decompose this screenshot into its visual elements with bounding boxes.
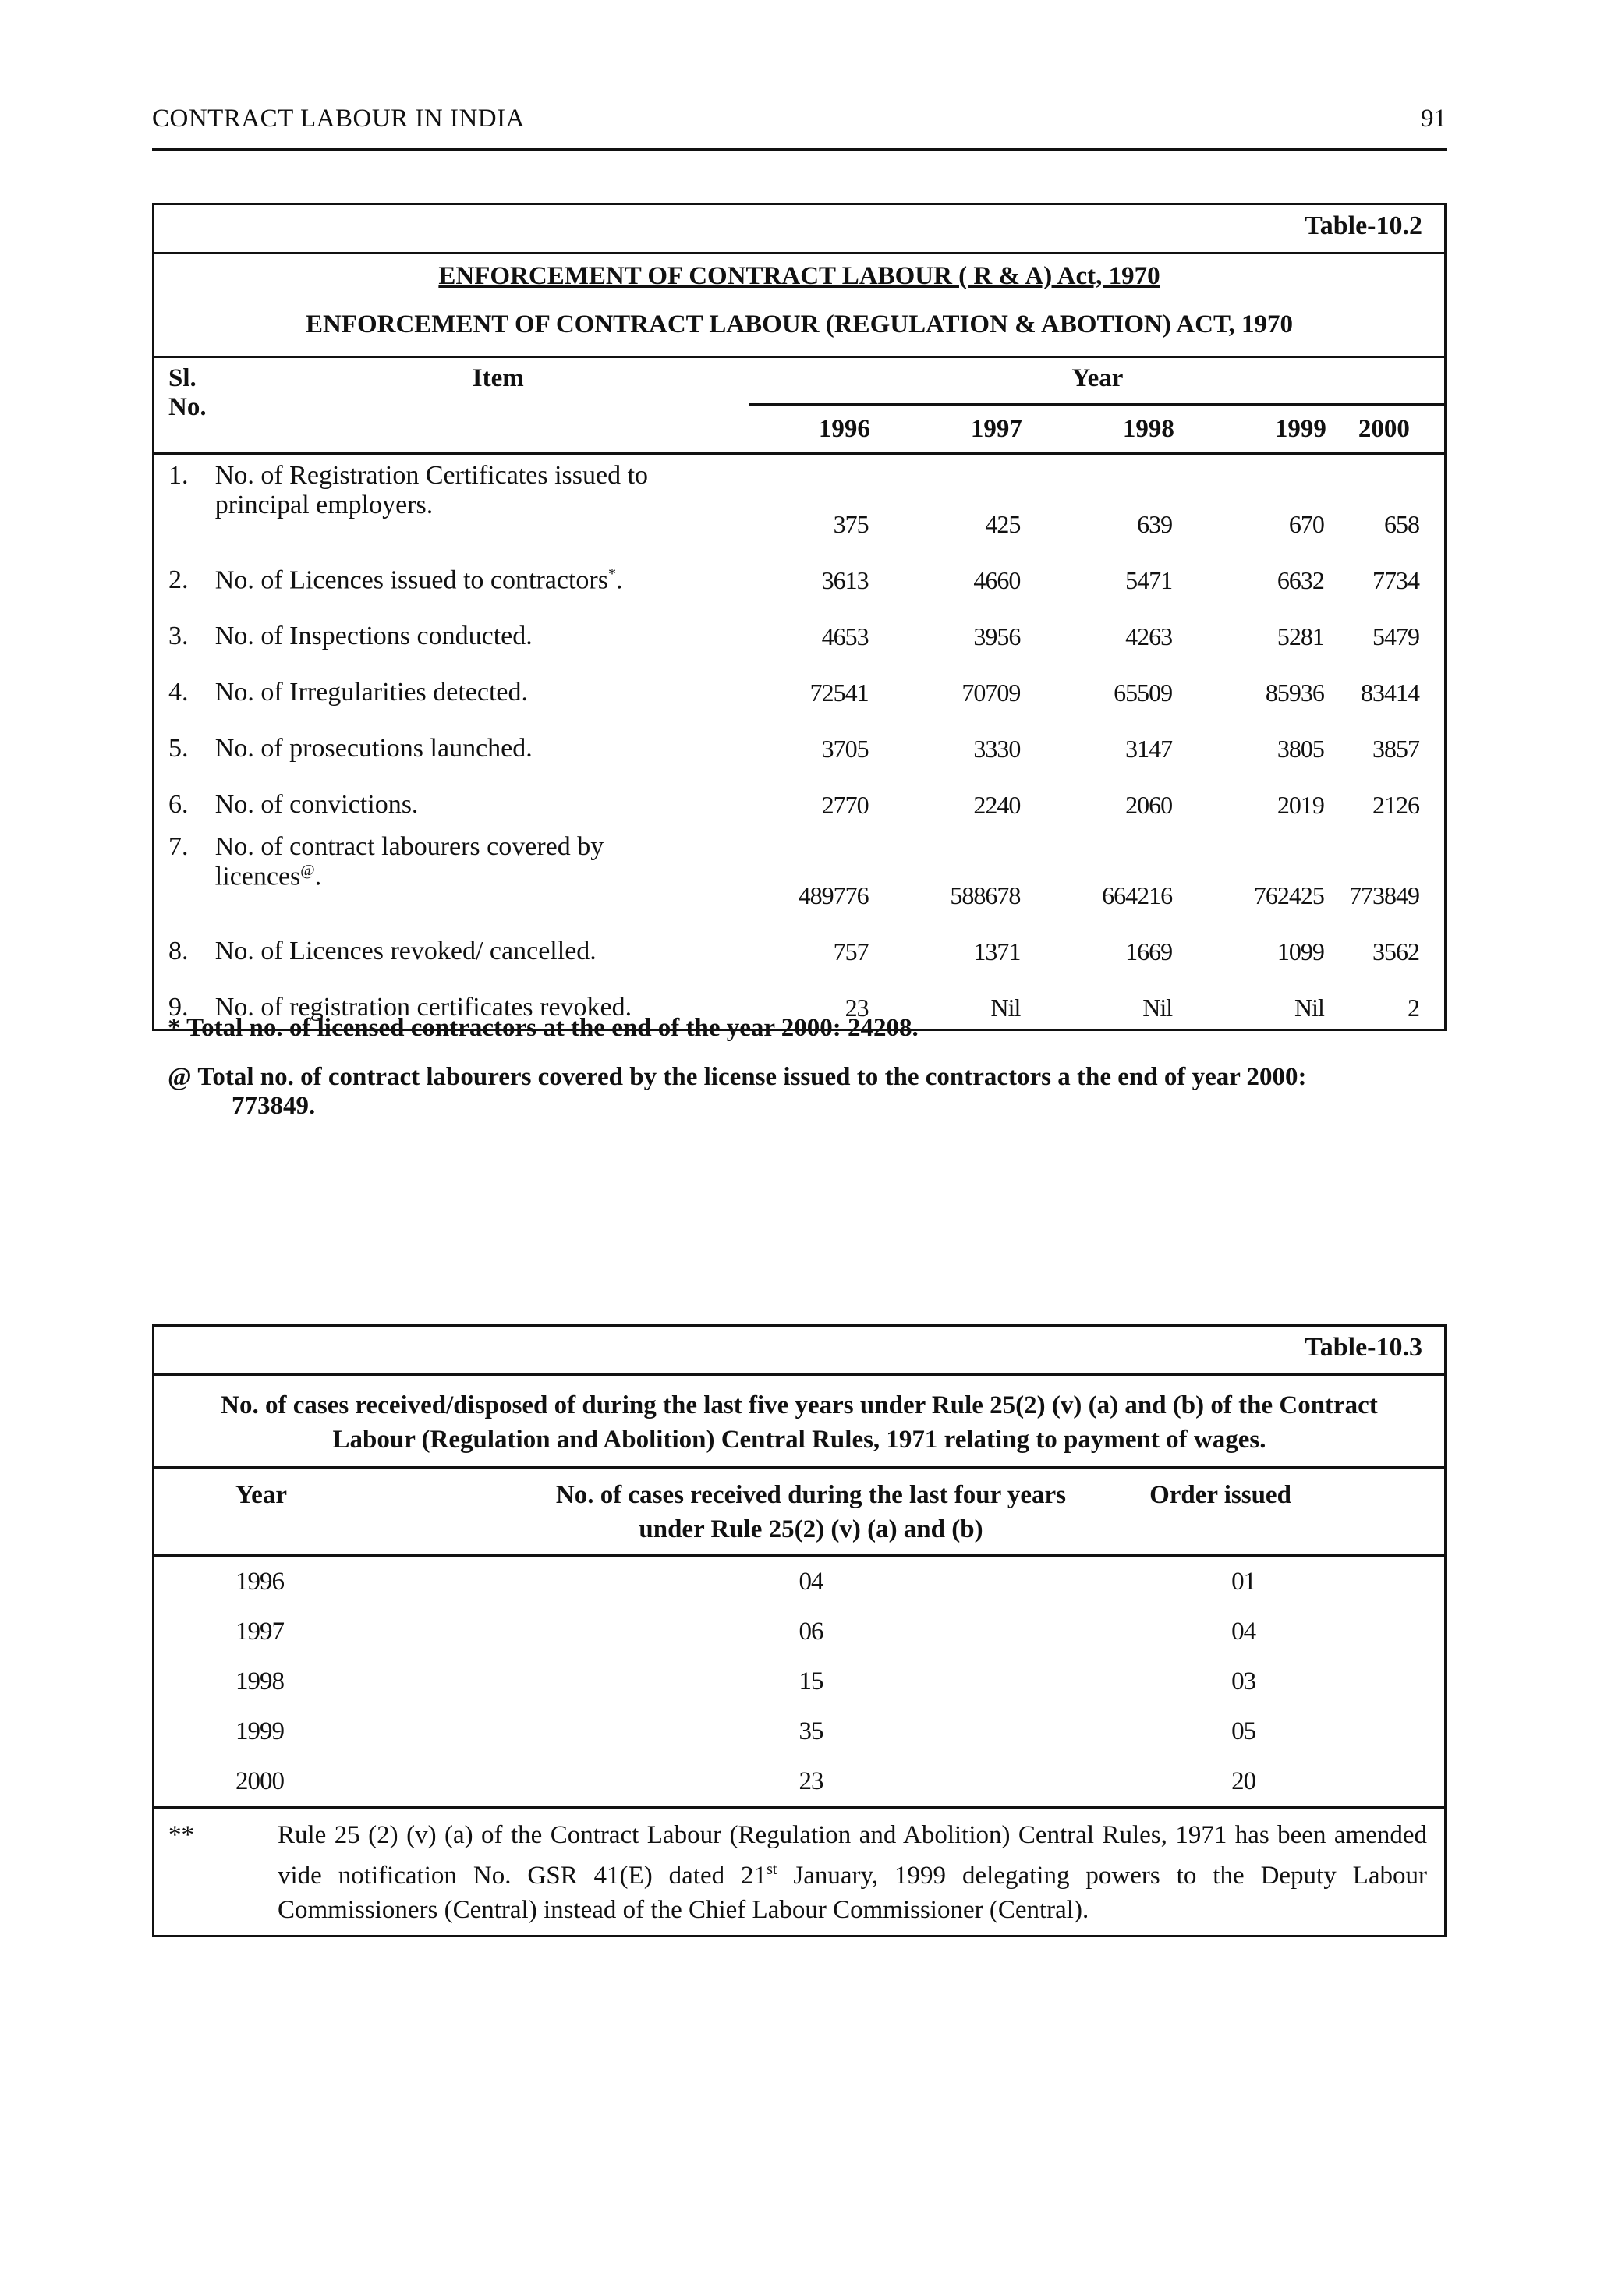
page-number: 91 bbox=[1421, 105, 1447, 133]
footnote-mark: ** bbox=[168, 1821, 194, 1849]
table-title: ENFORCEMENT OF CONTRACT LABOUR (REGULATION & ABOTION) ACT, 1970 bbox=[305, 310, 1294, 338]
year-heading: 1999 bbox=[1274, 414, 1326, 443]
table-title: No. of cases received/disposed of during the last five years under Rule 25(2) (v) (a) and (b) of the Contract Labour (Regulation and Abolition) Central Rules, 1971 relating to payment of wages. bbox=[221, 1391, 1378, 1454]
table-row: 2000 23 20 bbox=[154, 1756, 1446, 1808]
col-order: Order issued bbox=[1149, 1481, 1291, 1509]
year-heading: 2000 bbox=[1358, 414, 1410, 443]
wages-cases-table bbox=[152, 1324, 1447, 1937]
page-header bbox=[152, 100, 1447, 151]
year-heading: 1998 bbox=[1122, 414, 1174, 443]
table-row: 5. No. of prosecutions launched. 3705 3330 3147 3805 3857 bbox=[168, 734, 1419, 763]
table-footnote bbox=[154, 1808, 1446, 1936]
table-number: Table-10.2 bbox=[1305, 211, 1422, 240]
note-contractors: * Total no. of licensed contractors at the end of the year 2000: 24208. bbox=[168, 1014, 919, 1042]
year-heading: 1996 bbox=[818, 414, 870, 443]
table-title-underlined: ENFORCEMENT OF CONTRACT LABOUR ( R & A) Act, 1970 bbox=[438, 262, 1160, 290]
table-row: 1. No. of Registration Certificates issued to principal employers. 375 425 639 670 658 bbox=[168, 461, 1419, 538]
table-row: 8. No. of Licences revoked/ cancelled. 757 1371 1669 1099 3562 bbox=[168, 937, 1419, 966]
table-row: 1998 15 03 bbox=[235, 1667, 1256, 1695]
col-year-group: Year 1996 1997 1998 1999 2000 bbox=[749, 357, 1446, 453]
table-row: 4. No. of Irregularities detected. 72541 70709 65509 85936 83414 bbox=[168, 678, 1419, 707]
year-heading: 1997 bbox=[970, 414, 1022, 443]
col-year: Year bbox=[235, 1481, 287, 1509]
table-row: 3. No. of Inspections conducted. 4653 3956 4263 5281 5479 bbox=[168, 622, 1419, 650]
table-number: Table-10.3 bbox=[1305, 1333, 1422, 1362]
running-title: CONTRACT LABOUR IN INDIA bbox=[152, 105, 525, 133]
table-notes bbox=[168, 1014, 1447, 1141]
table-row: 6. No. of convictions. 2770 2240 2060 2019 2126 bbox=[168, 790, 1419, 819]
note-labourers-cont: 773849. bbox=[232, 1092, 316, 1120]
col-sl: Sl. No. bbox=[168, 364, 207, 421]
table-row: 7. No. of contract labourers covered by licences@. 489776 588678 664216 762425 773849 bbox=[168, 832, 1419, 909]
table-row: 2. No. of Licences issued to contractors*. 3613 4660 5471 6632 7734 bbox=[168, 565, 1419, 594]
table-row: 1997 06 04 bbox=[235, 1617, 1256, 1646]
table-row: 1996 04 01 bbox=[235, 1567, 1256, 1596]
table-row: 9. No. of registration certificates revoked. 23 Nil Nil Nil 2 bbox=[168, 993, 1419, 1022]
note-labourers: @ Total no. of contract labourers covered by the license issued to the contractors a the end of year 2000: bbox=[168, 1063, 1307, 1091]
footnote-text: Rule 25 (2) (v) (a) of the Contract Labour (Regulation and Abolition) Central Rules, 1971 has been amended vide notification No. GSR 41(E) dated 21st January, 1999 delegating powers to the Deputy Labour Commissioners (Central) instead of the Chief Labour Commissioner (Central). bbox=[278, 1821, 1427, 1924]
col-cases: No. of cases received during the last four years under Rule 25(2) (v) (a) and (b) bbox=[555, 1481, 1067, 1543]
col-item: Item bbox=[472, 364, 524, 392]
enforcement-table bbox=[152, 203, 1447, 1031]
table-row: 1999 35 05 bbox=[235, 1717, 1256, 1745]
